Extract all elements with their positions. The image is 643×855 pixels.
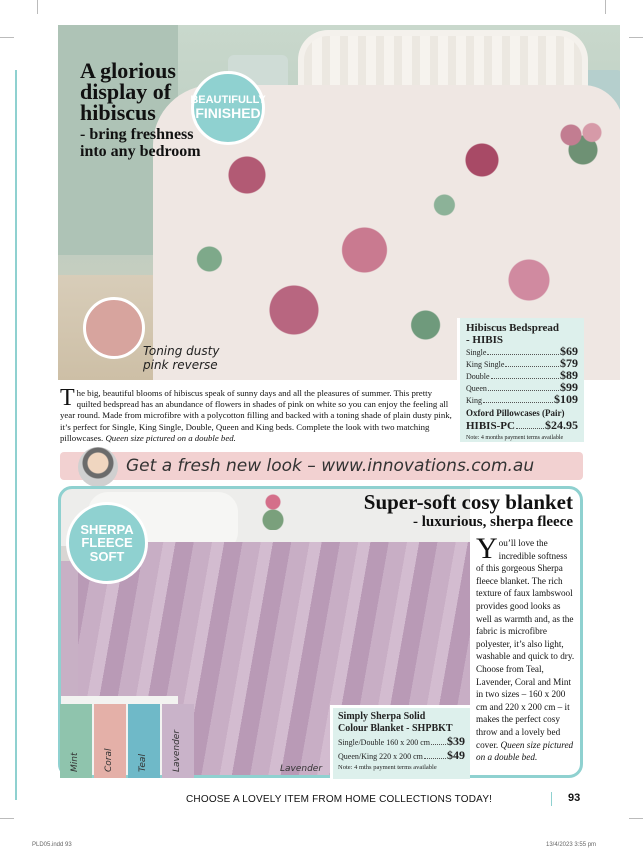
spine-line [15,70,17,800]
footer-tagline: CHOOSE A LOVELY ITEM FROM HOME COLLECTIONS TODAY! [186,794,493,805]
sherpa-fleece-badge [66,502,148,584]
price: $79 [560,356,578,370]
product-code: HIBIS-PC [466,420,515,432]
hero-headline [80,60,176,123]
swatch-label: Mint [70,752,80,772]
blanket-subhead: - luxurious, sherpa fleece [413,514,573,530]
size-label: Single [466,348,487,357]
size-label: Double [466,372,490,381]
badge-line: SHERPA [80,521,134,537]
description-text: ou’ll love the incredible softness of this gorgeous Sherpa fleece blanket. The rich texture of faux lambswool provides good looks as well as warmth and, as the fabric is microfibre polyester, it’s also light, washable and quick to dry. Choose from Teal, Lavender, Coral and Mint in two sizes – 160 x 200 cm and 220 x 200 cm – it makes the perfect cosy throw and a lovely bed cover. [476,538,575,750]
crop-mark [629,818,643,819]
price-row [338,749,465,763]
price-title: - HIBIS [466,334,503,346]
price: $24.95 [545,418,578,432]
swatch-caption [143,344,219,372]
description-italic: Queen size pictured on a double bed. [476,739,574,763]
description-italic: Queen size pictured on a double bed. [105,432,236,443]
price: $89 [560,368,578,382]
price: $109 [554,392,578,406]
size-label: King Single [466,360,505,369]
beautifully-finished-badge [191,71,265,145]
headline-line: display of [80,79,172,104]
crop-mark [629,37,643,38]
subhead-line: - bring freshness [80,126,194,143]
subhead-line: into any bedroom [80,143,201,160]
price-title: Simply Sherpa Solid [338,711,426,722]
description-text: he big, beautiful blooms of hibiscus speak of sunny days and all the pleasures of summer. This pretty quilted bedspread has an abundance of flowers in shades of pink on white so you can enjoy the feeling all year round. Made from microfibre with a polycotton filling and backed with a toning shade of plain dusty pink, it’s perfect for Single, King Single, Double, Queen and King beds. Complete the look with two matching pillowcases. [60,388,452,443]
blanket-description [476,532,576,764]
bedspread-price-box [457,318,584,442]
price-title: Colour Blanket - SHPBKT [338,723,453,734]
crop-mark [0,818,14,819]
file-slug: PLD05.indd 93 [32,842,72,848]
crop-mark [37,0,38,14]
bedspread-description [60,385,454,444]
badge-line: FINISHED [195,105,261,122]
size-label: King [466,396,482,405]
price-row [466,394,578,406]
crop-mark [605,0,606,14]
price-title: Hibiscus Bedspread [466,322,560,334]
swatch-lavender [162,704,194,778]
price: $49 [447,748,465,762]
flower-vase [553,115,613,165]
size-label: Queen [466,384,487,393]
caption-line: Toning dusty [143,344,220,358]
page-number: 93 [568,792,581,804]
drop-cap: Y [476,532,498,565]
crop-mark [0,37,14,38]
swatch-mint [60,704,92,778]
badge-line: SOFT [89,548,125,564]
model-avatar [78,447,118,487]
colour-swatches [60,704,196,778]
banner-link[interactable]: Get a fresh new look – www.innovations.com.au [126,456,535,476]
pillowcase-title: Oxford Pillowcases (Pair) [466,408,565,418]
swatch-label: Lavender [172,729,182,772]
pillowcase-price-row [466,419,578,433]
blanket-headline: Super-soft cosy blanket [363,490,573,514]
payment-note: Note: 4 months payment terms available [466,435,564,441]
badge-line: FLEECE [81,535,133,551]
footer-divider [551,792,552,806]
price: $39 [447,734,465,748]
price: $99 [560,380,578,394]
price: $69 [560,344,578,358]
date-slug: 13/4/2023 3:55 pm [546,842,597,848]
reverse-swatch [83,297,145,359]
size-label: Queen/King 220 x 200 cm [338,752,423,761]
caption-line: pink reverse [143,358,218,372]
swatch-label: Teal [138,754,148,772]
drop-cap: T [60,385,75,411]
headline-line: hibiscus [80,100,156,125]
swatch-label: Coral [104,748,114,772]
size-label: Single/Double 160 x 200 cm [338,738,430,747]
price-row [338,735,465,749]
payment-note: Note: 4 mths payment terms available [338,764,437,771]
swatch-teal [128,704,160,778]
swatch-coral [94,704,126,778]
photo-caption: Lavender [280,764,323,774]
blanket-price-box [330,705,470,779]
badge-line: BEAUTIFULLY [190,93,266,106]
headline-line: A glorious [80,58,176,83]
